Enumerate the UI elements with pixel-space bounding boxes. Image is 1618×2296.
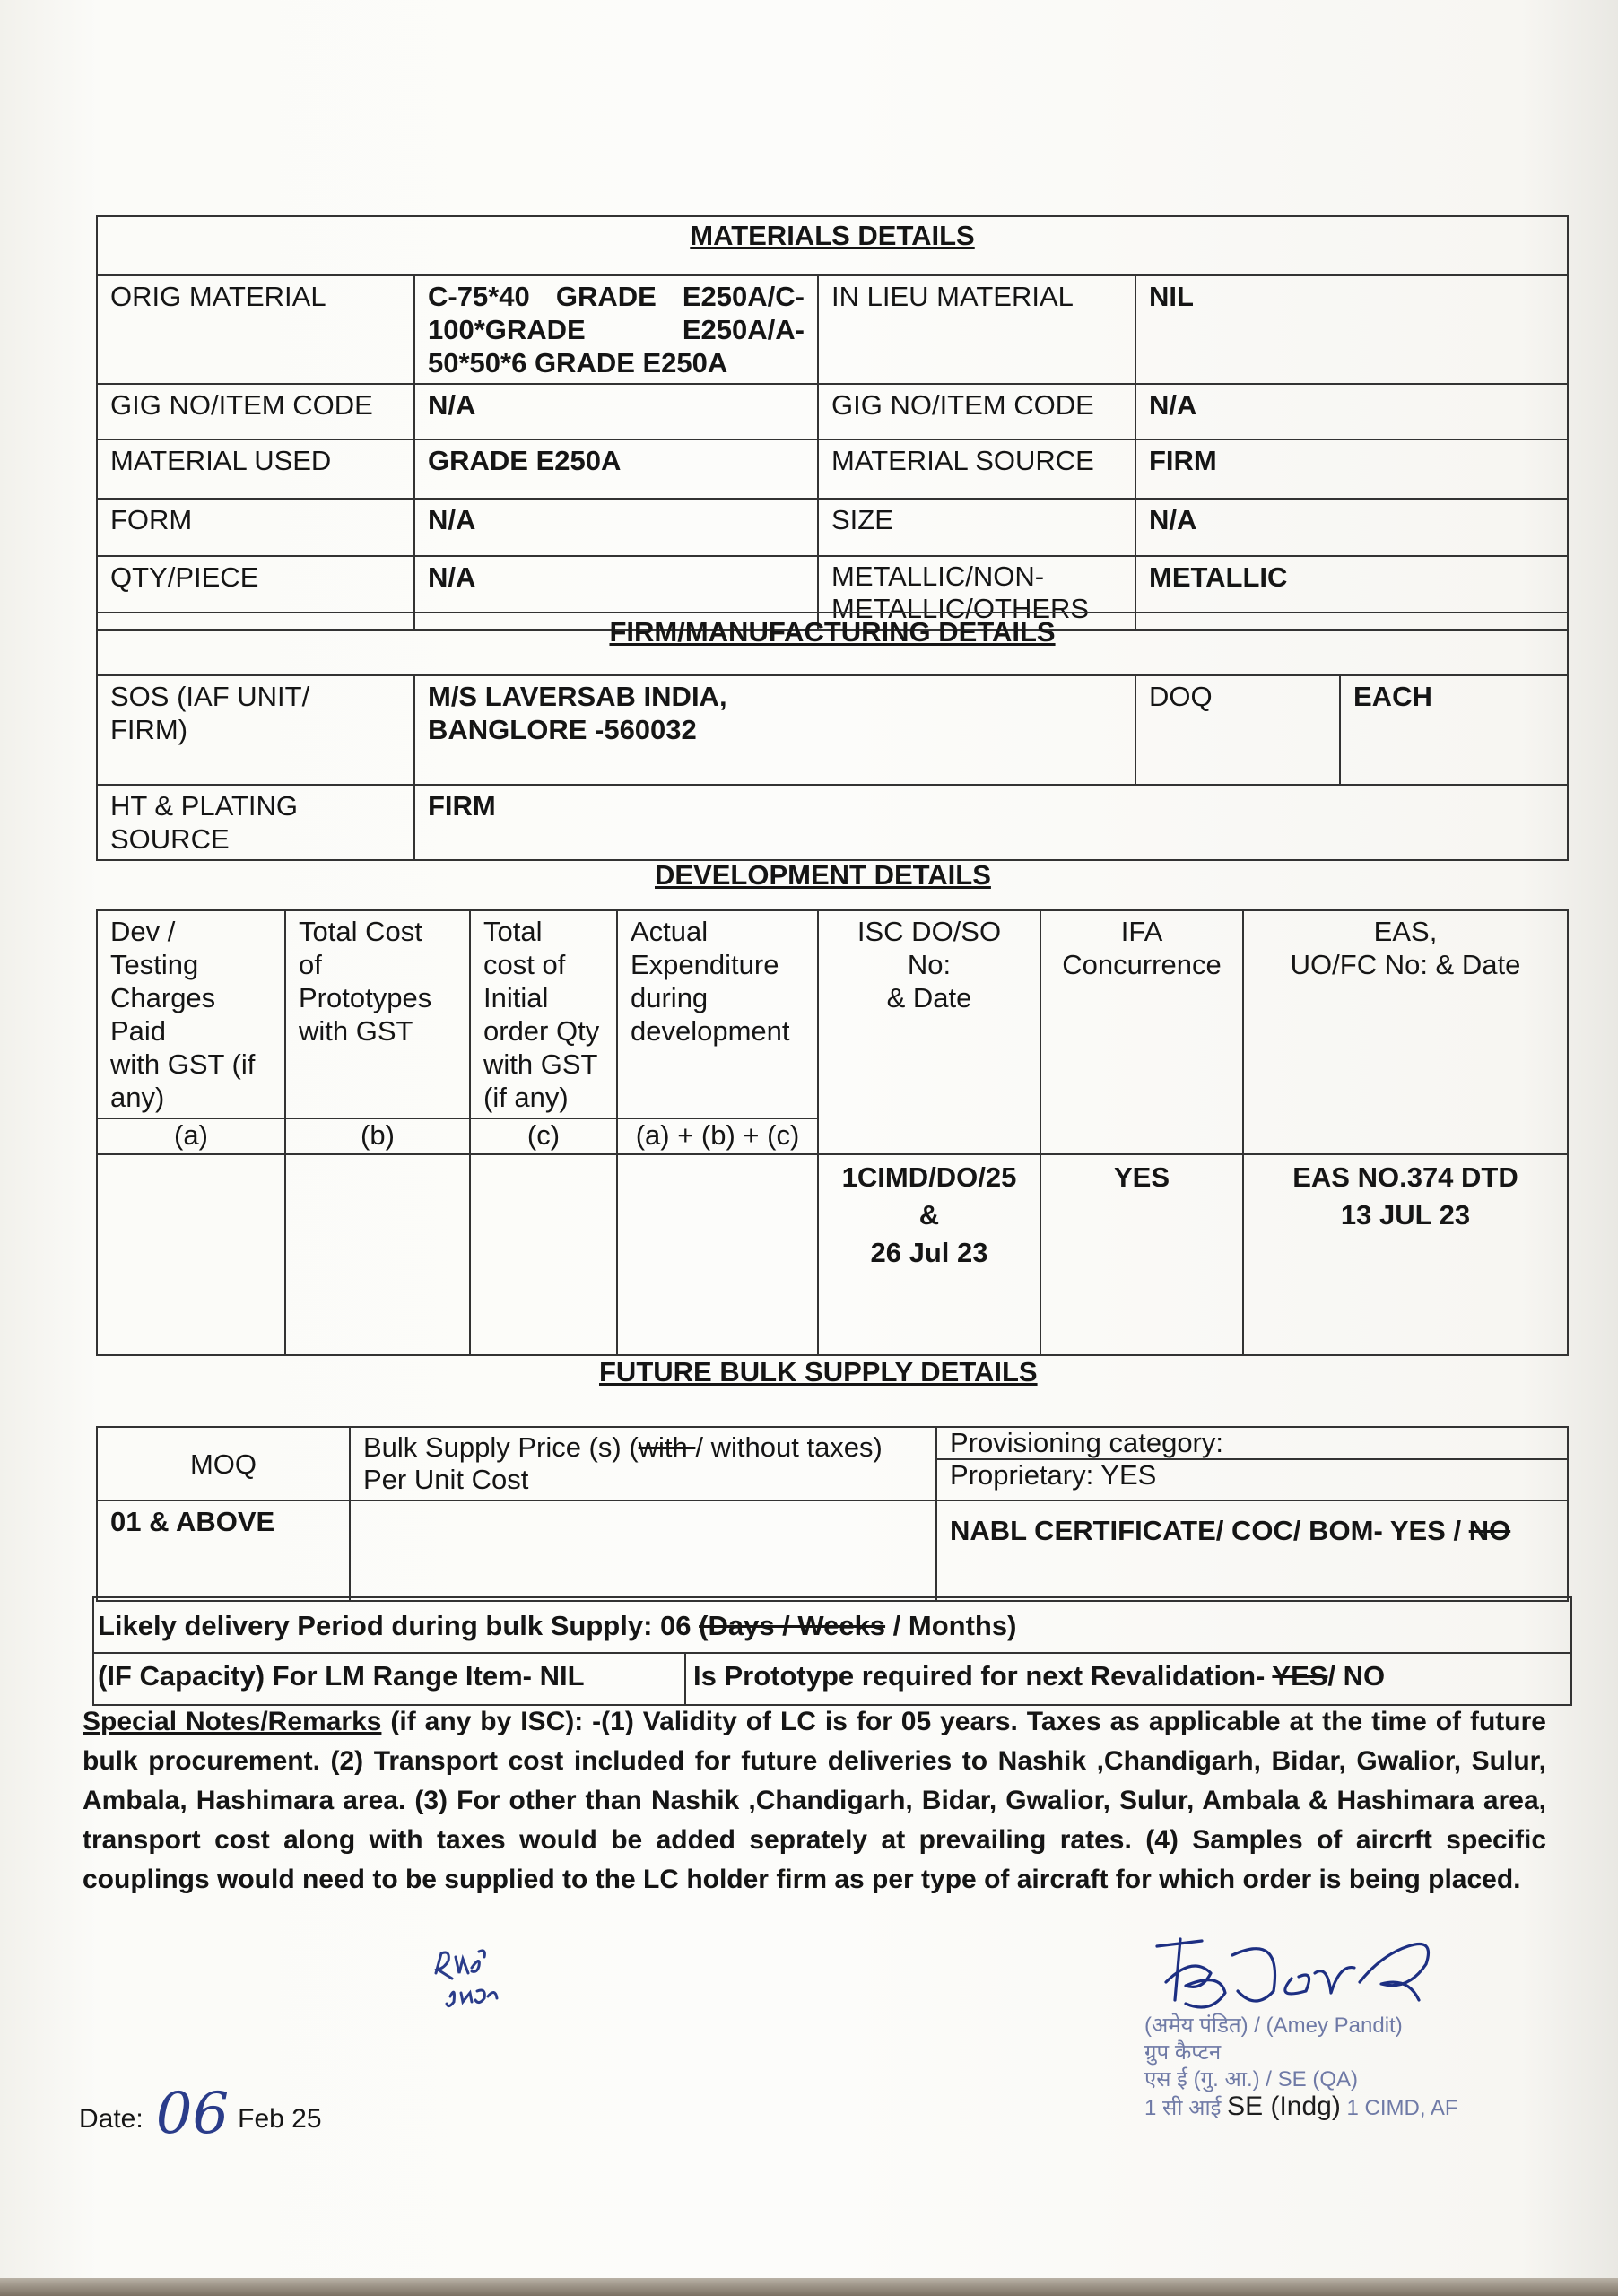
provisioning-cell bbox=[936, 1427, 1568, 1500]
sub-abc: (a) + (b) + (c) bbox=[617, 1118, 818, 1154]
ht-plating-value: FIRM bbox=[414, 785, 1568, 860]
ifa-concurrence-header: IFA Concurrence bbox=[1040, 910, 1243, 1154]
bulk-price-label: Bulk Supply Price (s) (with / without taxes) Per Unit Cost bbox=[350, 1427, 936, 1500]
isc-do-header: ISC DO/SO No: & Date bbox=[818, 910, 1040, 1154]
orig-material-value: C-75*40 GRADE E250A/C- 100*GRADE E250A/A- 50*50*6 GRADE E250A bbox=[414, 275, 818, 384]
sos-value: M/S LAVERSAB INDIA, BANGLORE -560032 bbox=[414, 675, 1135, 785]
eas-uo-fc-header: EAS, UO/FC No: & Date bbox=[1243, 910, 1568, 1154]
prototype-cost-value bbox=[285, 1154, 470, 1355]
bulk-price-value bbox=[350, 1500, 936, 1601]
form-label: FORM bbox=[97, 499, 414, 556]
sos-label: SOS (IAF UNIT/ FIRM) bbox=[97, 675, 414, 785]
material-used-label: MATERIAL USED bbox=[97, 439, 414, 499]
in-lieu-material-value: NIL bbox=[1135, 275, 1568, 384]
material-source-label: MATERIAL SOURCE bbox=[818, 439, 1135, 499]
ifa-value: YES bbox=[1040, 1154, 1243, 1355]
bulk-title: FUTURE BULK SUPPLY DETAILS bbox=[599, 1356, 1038, 1387]
metallic-label: METALLIC/NON- METALLIC/OTHERS bbox=[818, 556, 1135, 630]
gig-item-code-label-2: GIG NO/ITEM CODE bbox=[818, 384, 1135, 439]
proprietary-label: Proprietary: YES bbox=[950, 1459, 1157, 1491]
doq-value: EACH bbox=[1340, 675, 1568, 785]
ht-plating-label: HT & PLATING SOURCE bbox=[97, 785, 414, 860]
materials-table bbox=[96, 215, 1569, 631]
isc-do-value: 1CIMD/DO/25 & 26 Jul 23 bbox=[818, 1154, 1040, 1355]
nabl-certificate: NABL CERTIFICATE/ COC/ BOM- YES / NO bbox=[936, 1500, 1568, 1601]
doq-label: DOQ bbox=[1135, 675, 1340, 785]
moq-label: MOQ bbox=[97, 1427, 350, 1500]
orig-material-label: ORIG MATERIAL bbox=[97, 275, 414, 384]
sub-a: (a) bbox=[97, 1118, 285, 1154]
firm-table bbox=[96, 612, 1569, 861]
stamp-rank: ग्रुप कैप्टन bbox=[1144, 2040, 1222, 2065]
gig-item-code-value-2: N/A bbox=[1135, 384, 1568, 439]
size-label: SIZE bbox=[818, 499, 1135, 556]
sub-b: (b) bbox=[285, 1118, 470, 1154]
eas-value: EAS NO.374 DTD 13 JUL 23 bbox=[1243, 1154, 1568, 1355]
material-source-value: FIRM bbox=[1135, 439, 1568, 499]
dev-charges-value bbox=[97, 1154, 285, 1355]
capacity-lm-range: (IF Capacity) For LM Range Item- NIL bbox=[93, 1653, 685, 1705]
page-edge-shadow bbox=[0, 2278, 1618, 2296]
prototype-revalidation: Is Prototype required for next Revalidation- YES/ NO bbox=[685, 1653, 1571, 1705]
stamp-unit: 1 सी आई SE (Indg) 1 CIMD, AF bbox=[1144, 2092, 1458, 2121]
firm-title: FIRM/MANUFACTURING DETAILS bbox=[97, 613, 1568, 675]
date-day-handwritten: 06 bbox=[155, 2081, 230, 2147]
officer-stamp bbox=[1144, 2013, 1521, 2122]
prototype-cost-header: Total Cost of Prototypes with GST bbox=[285, 910, 470, 1118]
stamp-name: (अमेय पंडित) / (Amey Pandit) bbox=[1144, 2013, 1403, 2038]
delivery-period: Likely delivery Period during bulk Supply: 06 (Days / Weeks / Months) bbox=[93, 1597, 1571, 1653]
size-value: N/A bbox=[1135, 499, 1568, 556]
delivery-table bbox=[92, 1596, 1572, 1706]
materials-title: MATERIALS DETAILS bbox=[97, 216, 1568, 275]
material-used-value: GRADE E250A bbox=[414, 439, 818, 499]
special-notes-text: (if any by ISC): -(1) Validity of LC is for 05 years. Taxes as applicable at the time of future bulk procurement. (2) Transport cost included for future deliveries to Nashik ,Chandigarh, Bidar, Gwalior, Sulur, Ambala, Hashimara area. (3) For other than Nashik ,Chandigarh, Bidar, Gwalior, Sulur, Ambala & Hashimara area, transport cost along with taxes would be added seprately at prevailing rates. (4) Samples of aircrft specific couplings would need to be supplied to the LC holder firm as per type of aircraft for which order is being placed. bbox=[83, 1707, 1546, 1894]
handwritten-initials bbox=[429, 1946, 527, 2018]
provisioning-label: Provisioning category: bbox=[937, 1428, 1567, 1460]
sub-c: (c) bbox=[470, 1118, 617, 1154]
special-notes-label: Special Notes/Remarks bbox=[83, 1707, 382, 1736]
dev-testing-charges-header: Dev / Testing Charges Paid with GST (if any) bbox=[97, 910, 285, 1118]
metallic-value: METALLIC bbox=[1135, 556, 1568, 630]
form-value: N/A bbox=[414, 499, 818, 556]
qty-piece-label: QTY/PIECE bbox=[97, 556, 414, 630]
moq-value: 01 & ABOVE bbox=[97, 1500, 350, 1601]
date-label: Date: bbox=[79, 2104, 144, 2134]
development-title: DEVELOPMENT DETAILS bbox=[655, 859, 991, 891]
bulk-table bbox=[96, 1426, 1569, 1602]
stamp-designation: एस ई (गु. आ.) / SE (QA) bbox=[1144, 2067, 1358, 2092]
in-lieu-material-label: IN LIEU MATERIAL bbox=[818, 275, 1135, 384]
special-notes bbox=[83, 1702, 1546, 1900]
qty-piece-value: N/A bbox=[414, 556, 818, 630]
document-date bbox=[79, 2081, 322, 2147]
development-table bbox=[96, 909, 1569, 1356]
initial-order-value bbox=[470, 1154, 617, 1355]
gig-item-code-label: GIG NO/ITEM CODE bbox=[97, 384, 414, 439]
actual-expenditure-header: Actual Expenditure during development bbox=[617, 910, 818, 1118]
actual-expenditure-value bbox=[617, 1154, 818, 1355]
date-month-year: Feb 25 bbox=[238, 2104, 322, 2134]
initial-order-cost-header: Total cost of Initial order Qty with GST (if any) bbox=[470, 910, 617, 1118]
gig-item-code-value: N/A bbox=[414, 384, 818, 439]
